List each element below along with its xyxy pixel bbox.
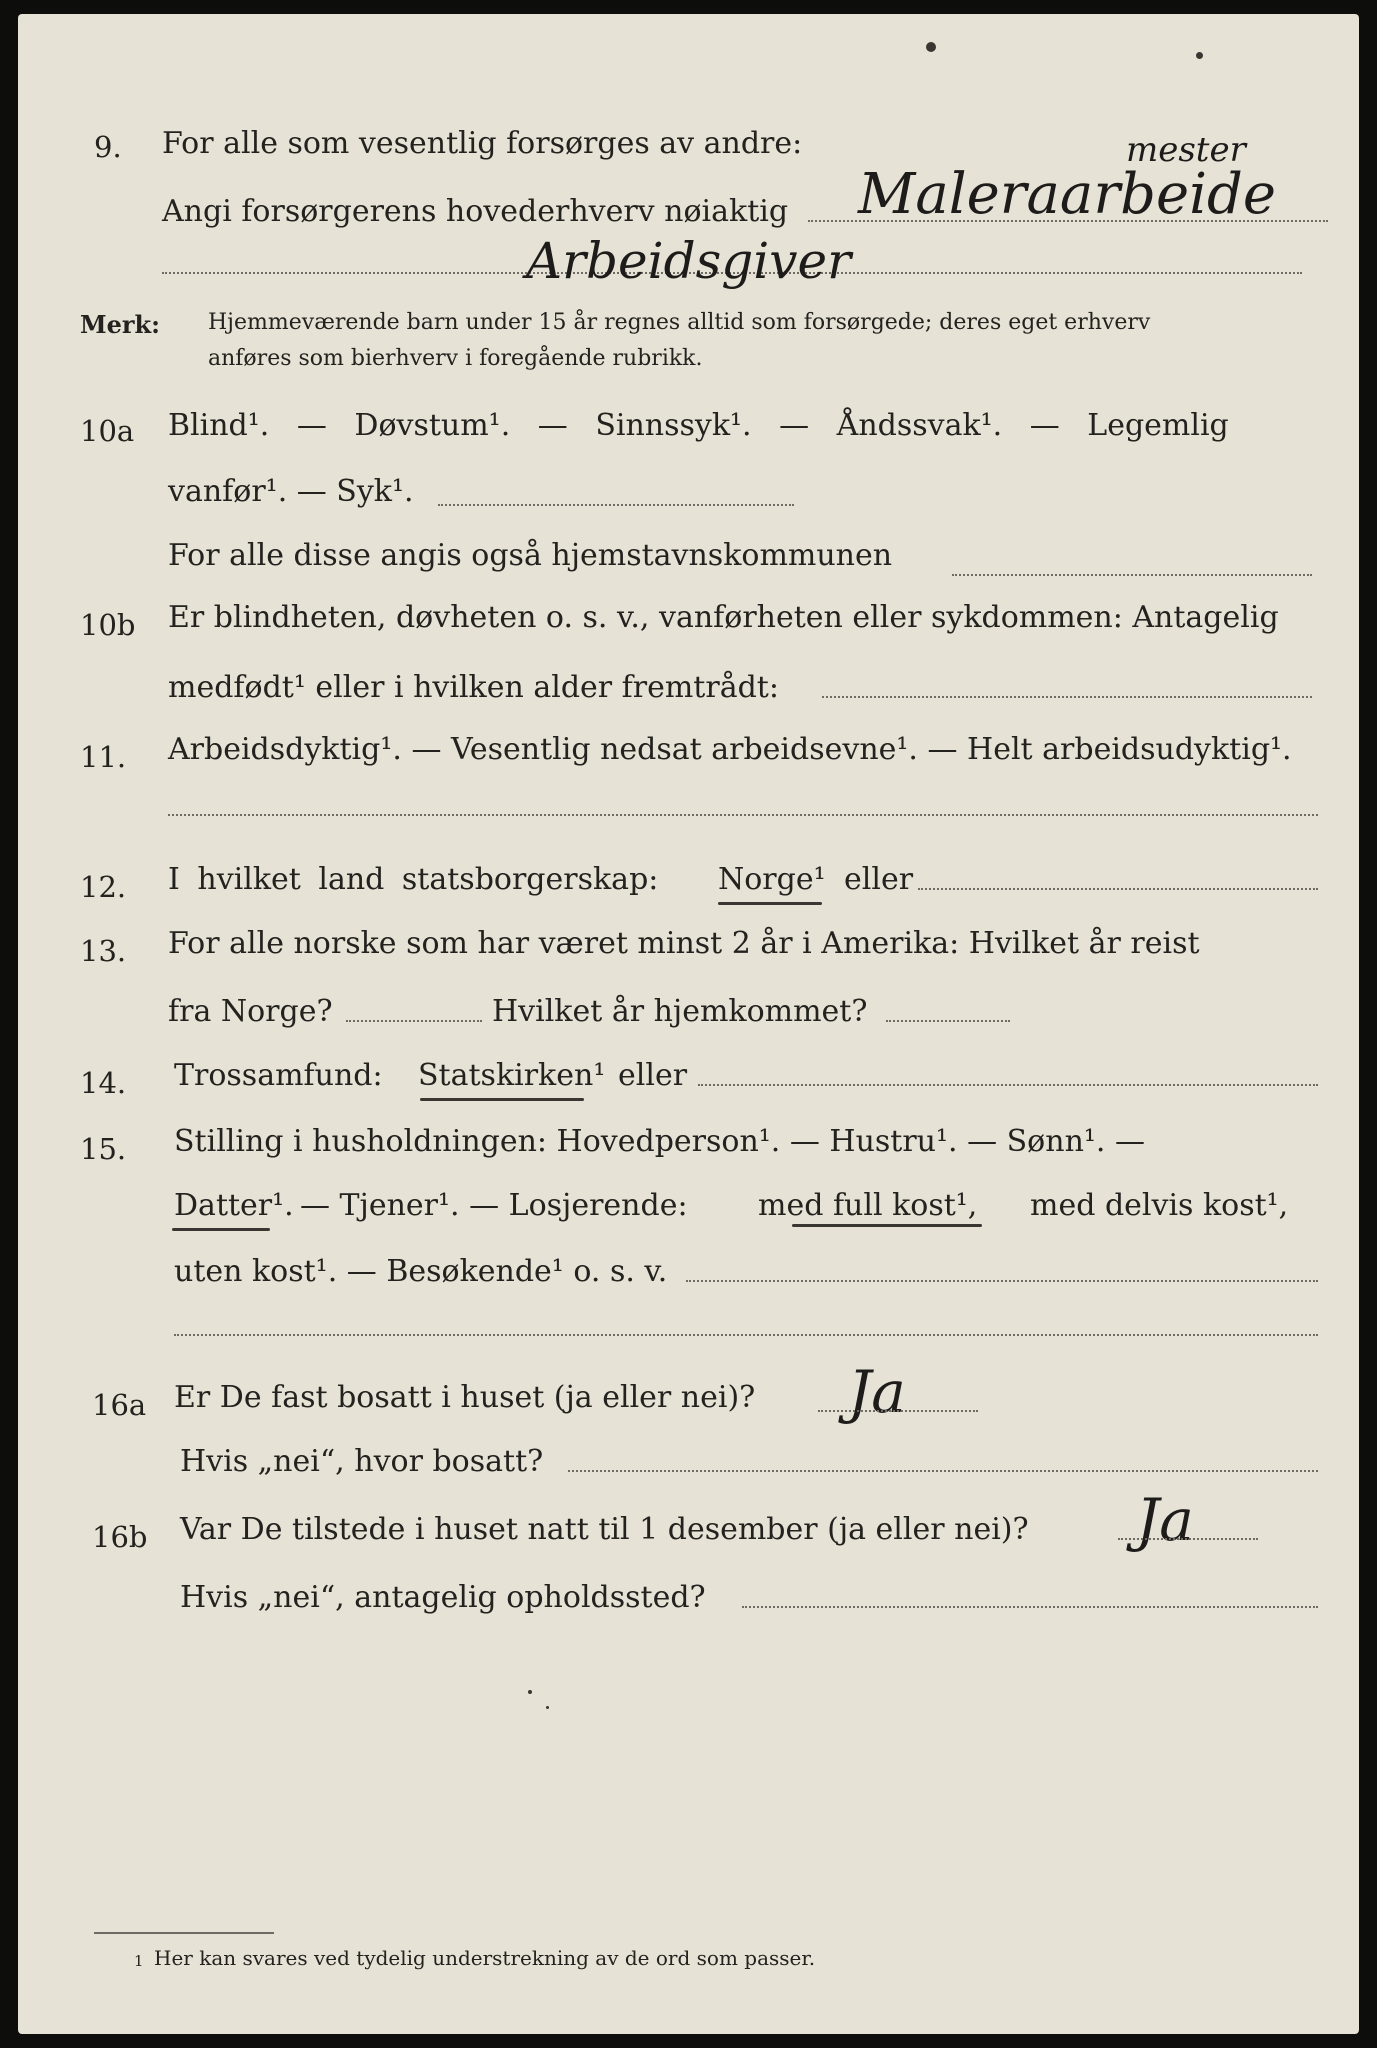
footnote-rule [94, 1932, 274, 1934]
q16a-fill-line [818, 1410, 978, 1412]
ink-speck [546, 1706, 549, 1709]
q15-fill-line-2 [174, 1334, 1318, 1336]
q16a-handwritten-answer: Ja [848, 1358, 906, 1426]
q13-line2b: Hvilket år hjemkommet? [492, 994, 868, 1029]
q11-fill-line [168, 814, 1318, 816]
q10b-line1: Er blindheten, døvheten o. s. v., vanførheten eller sykdommen: Antagelig [168, 600, 1279, 635]
q16b-fill-line [1118, 1538, 1258, 1540]
q16a-line1: Er De fast bosatt i huset (ja eller nei)? [174, 1380, 756, 1415]
q12-fill-line [918, 888, 1318, 890]
q10a-line1: Blind¹. — Døvstum¹. — Sinnssyk¹. — Åndssvak¹. — Legemlig [168, 408, 1229, 443]
footnote-text: Her kan svares ved tydelig understrekning av de ord som passer. [154, 1946, 816, 1970]
q13-fill-line-2 [886, 1020, 1010, 1022]
q16b-number: 16b [92, 1520, 148, 1554]
q9-number: 9. [94, 130, 122, 164]
q10a-fill-line-2 [952, 574, 1312, 576]
ink-speck [528, 1690, 532, 1694]
q13-line2a: fra Norge? [168, 994, 333, 1029]
q10b-line2: medfødt¹ eller i hvilken alder fremtrådt: [168, 670, 779, 705]
q14-fill-line [698, 1084, 1318, 1086]
footnote-mark: 1 [134, 1952, 144, 1970]
q15-fill-line [686, 1280, 1318, 1282]
q10b-number: 10b [80, 608, 136, 642]
q10a-line3: For alle disse angis også hjemstavnskommunen [168, 538, 893, 573]
q13-fill-line-1 [346, 1020, 482, 1022]
merk-line2: anføres som bierhverv i foregående rubrikk. [208, 346, 703, 371]
ink-speck [926, 42, 936, 52]
q11-number: 11. [80, 740, 127, 774]
q14-statskirken: Statskirken¹ [418, 1058, 606, 1093]
q16b-line1: Var De tilstede i huset natt til 1 desember (ja eller nei)? [180, 1512, 1029, 1547]
q12-number: 12. [80, 870, 127, 904]
q10a-line2: vanfør¹. — Syk¹. [168, 474, 414, 509]
q15-number: 15. [80, 1132, 127, 1166]
q15-datter-underline [172, 1228, 270, 1231]
merk-line1: Hjemmeværende barn under 15 år regnes alltid som forsørgede; deres eget erhverv [208, 310, 1151, 335]
q13-number: 13. [80, 934, 127, 968]
q11-line1: Arbeidsdyktig¹. — Vesentlig nedsat arbeidsevne¹. — Helt arbeidsudyktig¹. [168, 732, 1292, 767]
q9-handwritten-above: mester [1126, 130, 1246, 170]
q15-line1: Stilling i husholdningen: Hovedperson¹. — Hustru¹. — Sønn¹. — [174, 1124, 1145, 1159]
q12-norge: Norge¹ [718, 862, 826, 897]
q14-number: 14. [80, 1066, 127, 1100]
q10a-number: 10a [80, 414, 135, 448]
q14-pre: Trossamfund: [174, 1058, 383, 1093]
q16a-fill-line-2 [568, 1470, 1318, 1472]
q10a-fill-line [438, 504, 794, 506]
q9-line1: For alle som vesentlig forsørges av andre: [162, 126, 803, 161]
q16a-number: 16a [92, 1388, 147, 1422]
q15-line2c: med full kost¹, [758, 1188, 978, 1223]
q9-line2: Angi forsørgerens hovederhverv nøiaktig [162, 194, 789, 229]
ink-speck [1196, 52, 1203, 59]
q15-line2b: — Tjener¹. — Losjerende: [300, 1188, 688, 1223]
q15-full-kost-underline [792, 1224, 982, 1227]
q15-line3: uten kost¹. — Besøkende¹ o. s. v. [174, 1254, 668, 1289]
q9-handwritten-answer-2: Arbeidsgiver [526, 232, 851, 290]
q16a-line2: Hvis „nei“, hvor bosatt? [180, 1444, 544, 1479]
q9-handwritten-answer: Maleraarbeide [858, 162, 1276, 227]
q16b-fill-line-2 [742, 1606, 1318, 1608]
q16b-line2: Hvis „nei“, antagelig opholdssted? [180, 1580, 706, 1615]
q15-line2d: med delvis kost¹, [1030, 1188, 1289, 1223]
census-form-page [18, 14, 1359, 2034]
q14-post: eller [618, 1058, 688, 1093]
q12-norge-underline [718, 902, 822, 905]
q16b-handwritten-answer: Ja [1136, 1486, 1194, 1554]
q12-line1-post: eller [844, 862, 914, 897]
q10b-fill-line [822, 696, 1312, 698]
q15-line2a: Datter¹. [174, 1188, 294, 1223]
merk-label: Merk: [80, 310, 160, 339]
q14-statskirken-underline [420, 1098, 584, 1101]
q12-line1-pre: I hvilket land statsborgerskap: [168, 862, 659, 897]
q13-line1: For alle norske som har været minst 2 år i Amerika: Hvilket år reist [168, 926, 1200, 961]
